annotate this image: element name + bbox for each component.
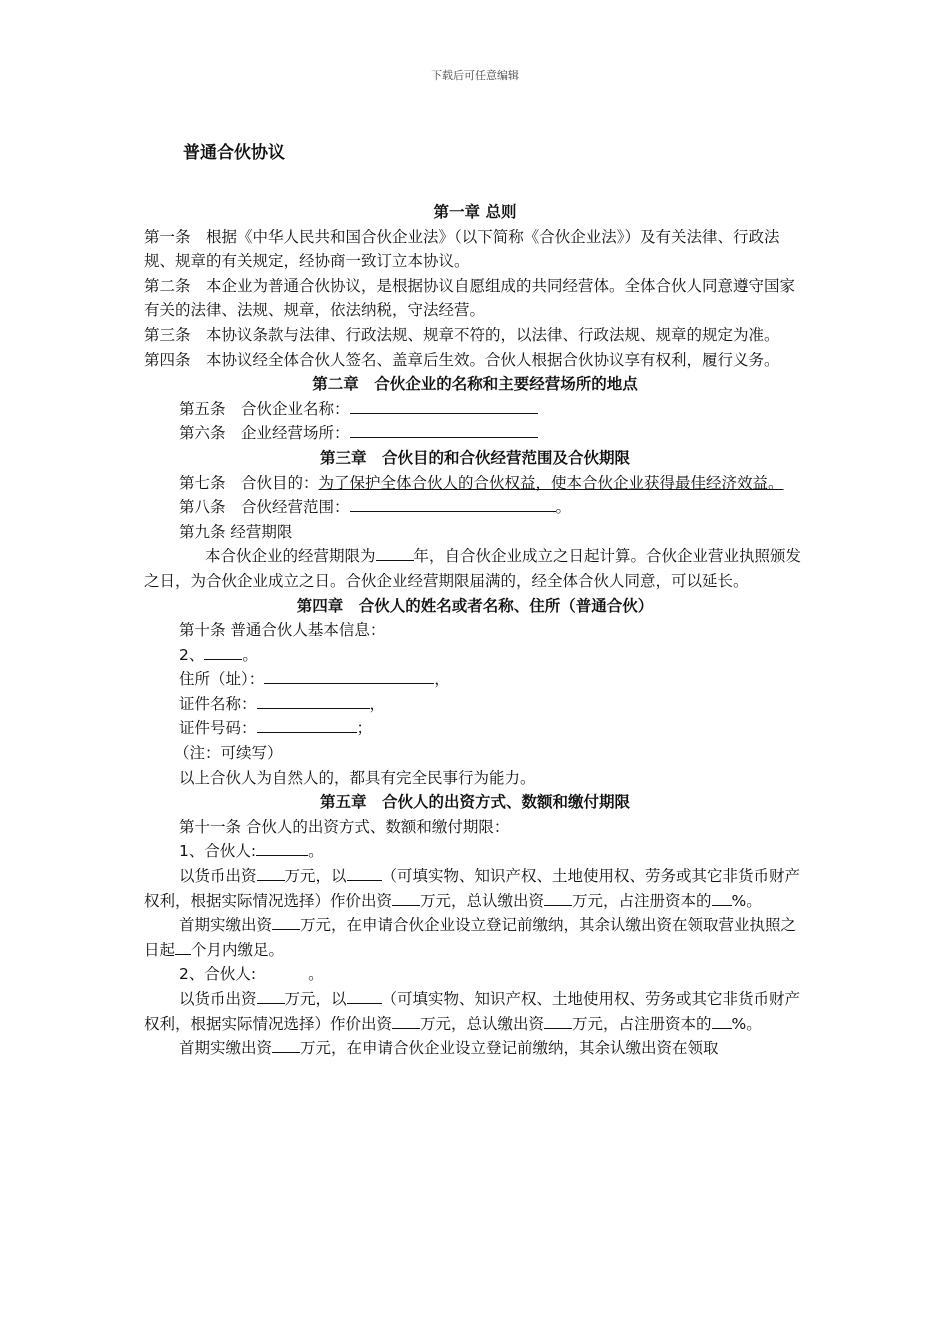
partner-2-line <box>144 962 806 987</box>
article-8-end: 。 <box>555 498 572 517</box>
partner-1-contribution <box>144 864 806 913</box>
payment-text: 首期实缴出资 <box>179 1039 273 1058</box>
partner-2-contribution <box>144 987 806 1036</box>
chapter-4-heading: 第四章 合伙人的姓名或者名称、住所（普通合伙） <box>296 596 654 615</box>
article-11: 第十一条 合伙人的出资方式、数额和缴付期限： <box>179 817 510 836</box>
article-10: 第十条 普通合伙人基本信息： <box>179 621 386 640</box>
partner-item-2 <box>144 643 806 668</box>
id-number-line <box>144 716 806 741</box>
first-payment-blank <box>272 1037 300 1053</box>
article-9-text <box>144 544 806 593</box>
chapter-3-heading: 第三章 合伙目的和合伙经营范围及合伙期限 <box>319 448 630 467</box>
document-title: 普通合伙协议 <box>183 143 285 163</box>
address-end: ， <box>434 670 450 689</box>
total-amount-blank <box>544 1013 572 1029</box>
article-9: 第九条 经营期限 <box>179 522 293 541</box>
article-7-label: 第七条 合伙目的： <box>179 473 319 492</box>
asset-amount-blank <box>392 890 420 906</box>
contrib-text: 万元，总认缴出资 <box>420 891 545 910</box>
contrib-text: （可填实物、知识产权、土地使用权、劳务或其它非货币财产权利，根据实际情况选择）作价出资 <box>144 990 801 1033</box>
id-number-blank <box>257 717 357 733</box>
article-2: 第二条 本企业为普通合伙协议，是根据协议自愿组成的共同经营体。全体合伙人同意遵守国家有关的法律、法规、规章，依法纳税，守法经营。 <box>144 276 796 320</box>
contrib-text: 以货币出资 <box>179 867 257 886</box>
cash-amount-blank <box>257 988 285 1004</box>
cash-amount-blank <box>257 865 285 881</box>
continuation-note: （注：可续写） <box>174 744 283 763</box>
payment-text: 万元，在申请合伙企业设立登记前缴纳，其余认缴出资在领取营业执照之日起 <box>144 916 797 959</box>
partner-2-first-payment <box>144 1036 806 1061</box>
id-name-blank <box>257 693 370 709</box>
document-body <box>144 200 806 1061</box>
address-line <box>144 667 806 692</box>
contrib-text: 万元，占注册资本的 <box>572 1014 712 1033</box>
article-5-label: 第五条 合伙企业名称： <box>179 399 350 418</box>
article-8 <box>144 495 806 520</box>
total-amount-blank <box>544 890 572 906</box>
article-4: 第四条 本协议经全体合伙人签名、盖章后生效。合伙人根据合伙协议享有权利，履行义务。 <box>144 350 780 369</box>
partner-2-end: 。 <box>308 965 324 984</box>
download-note: 下载后可任意编辑 <box>431 69 519 82</box>
article-6 <box>144 421 806 446</box>
percent-blank <box>712 890 732 906</box>
chapter-2-heading: 第二章 合伙企业的名称和主要经营场所的地点 <box>312 375 638 394</box>
article-5 <box>144 397 806 422</box>
contrib-text: 万元，占注册资本的 <box>572 891 712 910</box>
chapter-1-heading: 第一章 总则 <box>433 203 517 221</box>
article-7 <box>144 471 806 496</box>
term-text-2: 年，自合伙企业成立之日起计算。合伙企业营业执照颁发之日，为合伙企业成立之日。合伙企业经营期限届满的，经全体合伙人同意，可以延长。 <box>144 547 802 590</box>
payment-text: 首期实缴出资 <box>179 916 273 935</box>
address-label: 住所（址）： <box>179 670 265 689</box>
id-number-end: ； <box>356 719 373 738</box>
partner-item-end: 。 <box>242 645 258 664</box>
months-blank <box>175 939 191 955</box>
partner-name-blank <box>204 644 242 660</box>
partner-2-label: 2、合伙人: <box>179 965 257 984</box>
article-3: 第三条 本协议条款与法律、行政法规、规章不符的，以法律、行政法规、规章的规定为准。 <box>144 325 780 344</box>
id-name-label: 证件名称： <box>179 694 257 713</box>
partner-1-first-payment <box>144 913 806 962</box>
id-name-end: ， <box>369 694 386 713</box>
company-name-blank <box>350 398 538 414</box>
id-number-label: 证件号码： <box>179 719 257 738</box>
percent-blank <box>712 1013 732 1029</box>
partner-1-label: 1、合伙人: <box>179 842 257 861</box>
contrib-text: 以货币出资 <box>179 990 257 1008</box>
contrib-text: 万元，以 <box>284 867 347 886</box>
address-blank <box>264 668 434 684</box>
contrib-text: （可填实物、知识产权、土地使用权、劳务或其它非货币财产权利，根据实际情况选择）作价出资 <box>144 867 801 910</box>
article-6-label: 第六条 企业经营场所： <box>179 424 350 443</box>
first-payment-blank <box>272 914 300 930</box>
id-name-line <box>144 692 806 717</box>
article-8-label: 第八条 合伙经营范围： <box>179 498 350 517</box>
contrib-text: %。 <box>731 1014 762 1033</box>
contrib-text: 万元，以 <box>284 990 347 1008</box>
asset-type-blank <box>347 988 382 1004</box>
partner-1-line <box>144 839 806 864</box>
natural-person-note: 以上合伙人为自然人的，都具有完全民事行为能力。 <box>179 768 536 787</box>
asset-type-blank <box>347 865 382 881</box>
article-1: 第一条 根据《中华人民共和国合伙企业法》（以下简称《合伙企业法》）及有关法律、行政法规、规章的有关规定，经协商一致订立本协议。 <box>144 227 780 271</box>
contrib-text: %。 <box>731 891 762 910</box>
article-7-purpose: 为了保护全体合伙人的合伙权益，使本合伙企业获得最佳经济效益。 <box>318 473 784 492</box>
partner-1-end: 。 <box>308 842 324 861</box>
term-years-blank <box>376 545 414 561</box>
business-scope-blank <box>350 496 556 512</box>
partner-1-blank <box>256 840 308 856</box>
asset-amount-blank <box>392 1013 420 1029</box>
chapter-5-heading: 第五章 合伙人的出资方式、数额和缴付期限 <box>319 793 630 812</box>
partner-item-label: 2、 <box>179 645 205 664</box>
contrib-text: 万元，总认缴出资 <box>420 1014 545 1033</box>
payment-text: 个月内缴足。 <box>191 940 285 959</box>
term-text-1: 本合伙企业的经营期限为 <box>205 547 376 566</box>
payment-text: 万元，在申请合伙企业设立登记前缴纳，其余认缴出资在领取 <box>300 1039 719 1058</box>
business-place-blank <box>350 422 538 438</box>
